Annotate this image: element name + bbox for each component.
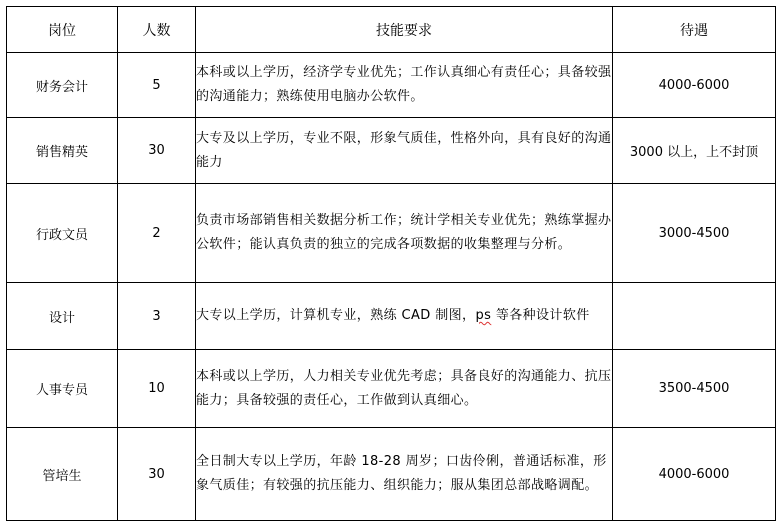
- spellcheck-flagged-word: ps: [475, 308, 492, 323]
- cell-requirements: 大专及以上学历，专业不限，形象气质佳，性格外向，具有良好的沟通能力: [196, 118, 613, 184]
- requirements-text: 等各种设计软件: [491, 308, 590, 323]
- table-row: [7, 53, 776, 118]
- requirements-text: 大专以上学历，计算机专业，熟练 CAD 制图，: [196, 308, 476, 323]
- cell-position: 管培生: [7, 428, 118, 521]
- cell-count: 3: [118, 283, 196, 350]
- cell-salary: 4000-6000: [613, 428, 776, 521]
- cell-salary: 3500-4500: [613, 350, 776, 428]
- cell-requirements: [196, 283, 613, 350]
- table-row: [7, 350, 776, 428]
- header-salary: 待遇: [613, 7, 776, 53]
- cell-position: 财务会计: [7, 53, 118, 118]
- header-row: [7, 7, 776, 53]
- cell-salary: 3000 以上，上不封顶: [613, 118, 776, 184]
- header-position: 岗位: [7, 7, 118, 53]
- header-requirements: 技能要求: [196, 7, 613, 53]
- cell-count: 30: [118, 118, 196, 184]
- table-row: [7, 118, 776, 184]
- table-row: [7, 283, 776, 350]
- table-row: [7, 428, 776, 521]
- cell-salary: 4000-6000: [613, 53, 776, 118]
- cell-count: 5: [118, 53, 196, 118]
- cell-requirements: 本科或以上学历，人力相关专业优先考虑；具备良好的沟通能力、抗压能力；具备较强的责任心，工作做到认真细心。: [196, 350, 613, 428]
- cell-position: 设计: [7, 283, 118, 350]
- job-requirements-table: [6, 6, 776, 521]
- cell-requirements: 全日制大专以上学历，年龄 18-28 周岁；口齿伶俐，普通话标准，形象气质佳；有较强的抗压能力、组织能力；服从集团总部战略调配。: [196, 428, 613, 521]
- cell-position: 销售精英: [7, 118, 118, 184]
- cell-salary: 3000-4500: [613, 184, 776, 283]
- table-row: [7, 184, 776, 283]
- header-count: 人数: [118, 7, 196, 53]
- cell-requirements: 本科或以上学历，经济学专业优先；工作认真细心有责任心；具备较强的沟通能力；熟练使用电脑办公软件。: [196, 53, 613, 118]
- cell-requirements: 负责市场部销售相关数据分析工作；统计学相关专业优先；熟练掌握办公软件；能认真负责的独立的完成各项数据的收集整理与分析。: [196, 184, 613, 283]
- cell-count: 30: [118, 428, 196, 521]
- cell-count: 2: [118, 184, 196, 283]
- cell-salary: [613, 283, 776, 350]
- cell-count: 10: [118, 350, 196, 428]
- cell-position: 人事专员: [7, 350, 118, 428]
- cell-position: 行政文员: [7, 184, 118, 283]
